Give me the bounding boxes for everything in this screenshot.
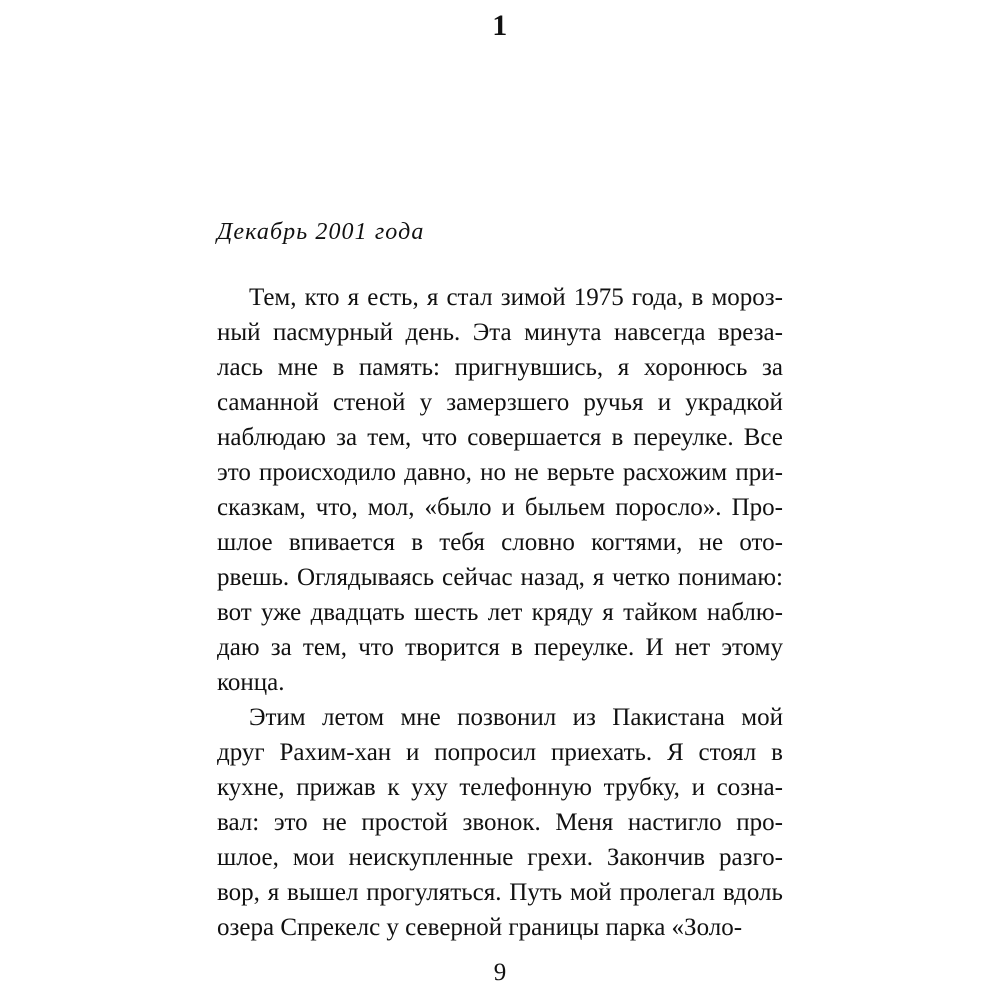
text-word: тем, bbox=[367, 424, 412, 451]
text-word: вот bbox=[217, 599, 252, 626]
text-word: есть, bbox=[367, 284, 419, 311]
text-word: совершается bbox=[467, 424, 602, 451]
text-word: разго- bbox=[719, 844, 783, 871]
text-word: навсегда bbox=[613, 319, 706, 346]
text-word: при- bbox=[735, 459, 783, 486]
text-word: шлое bbox=[217, 529, 273, 556]
date-line: Декабрь 2001 года bbox=[217, 219, 425, 245]
text-word: я bbox=[592, 564, 605, 591]
text-line bbox=[217, 770, 783, 805]
text-word: в bbox=[611, 424, 624, 451]
text-word: но bbox=[480, 459, 507, 486]
text-word: Тем, bbox=[249, 284, 297, 311]
text-word: кто bbox=[304, 284, 340, 311]
text-word: рвешь. bbox=[217, 564, 290, 591]
text-word: друг bbox=[217, 739, 265, 766]
text-line bbox=[217, 350, 783, 385]
text-word: давно, bbox=[404, 459, 472, 486]
text-word: что bbox=[421, 424, 458, 451]
text-word: летом bbox=[322, 704, 385, 731]
text-word: наблюдаю bbox=[217, 424, 326, 451]
text-word: впивается bbox=[288, 529, 395, 556]
text-word: и bbox=[691, 774, 705, 801]
text-word: я bbox=[617, 354, 630, 381]
text-word: не bbox=[322, 809, 347, 836]
text-word: тем, bbox=[302, 634, 347, 661]
text-word: происходило bbox=[259, 459, 396, 486]
text-word: позвонил bbox=[457, 704, 557, 731]
text-word: прогуляться. bbox=[366, 879, 502, 906]
text-word: «было bbox=[424, 494, 492, 521]
text-word: я bbox=[347, 284, 360, 311]
text-word: за bbox=[270, 634, 292, 661]
text-word: мне bbox=[400, 704, 441, 731]
body-text bbox=[217, 280, 783, 945]
text-line bbox=[217, 525, 783, 560]
text-word: попросил bbox=[434, 739, 537, 766]
text-line bbox=[217, 735, 783, 770]
text-word: лет bbox=[487, 599, 523, 626]
text-word: в bbox=[411, 529, 424, 556]
text-word: мой bbox=[569, 879, 612, 906]
text-word: это bbox=[217, 459, 251, 486]
text-word: не bbox=[514, 459, 539, 486]
text-word: мороз- bbox=[711, 284, 783, 311]
text-word: наблю- bbox=[706, 599, 783, 626]
text-word: у bbox=[419, 389, 433, 416]
text-word: кухне, bbox=[217, 774, 285, 801]
text-word: вышел bbox=[287, 879, 359, 906]
text-word: Закончив bbox=[606, 844, 706, 871]
text-word: Эта bbox=[472, 319, 512, 346]
text-line bbox=[217, 280, 783, 315]
text-line bbox=[217, 420, 783, 455]
text-word: мол, bbox=[367, 494, 415, 521]
text-word: приехать. bbox=[550, 739, 653, 766]
text-word: нет bbox=[674, 634, 711, 661]
chapter-number: 1 bbox=[492, 9, 508, 42]
text-word: саманной bbox=[217, 389, 319, 416]
text-word: тебя bbox=[439, 529, 485, 556]
text-line bbox=[217, 455, 783, 490]
text-word: украдкой bbox=[685, 389, 783, 416]
text-word: уху bbox=[411, 774, 448, 801]
text-word: настигло bbox=[627, 809, 722, 836]
text-word: и bbox=[501, 494, 515, 521]
text-word: назад, bbox=[520, 564, 585, 591]
text-line bbox=[217, 805, 783, 840]
text-word: прижав bbox=[296, 774, 376, 801]
text-word: И bbox=[645, 634, 664, 661]
text-word: вал: bbox=[217, 809, 260, 836]
text-word: что bbox=[358, 634, 394, 661]
text-word: я bbox=[426, 284, 439, 311]
text-word: творится bbox=[405, 634, 500, 661]
text-word: мне bbox=[277, 354, 318, 381]
text-word: вдоль bbox=[722, 879, 783, 906]
text-word: не bbox=[698, 529, 724, 556]
text-word: зимой bbox=[500, 284, 566, 311]
text-word: в bbox=[332, 354, 345, 381]
text-word: быльем bbox=[524, 494, 606, 521]
page-number: 9 bbox=[493, 959, 507, 986]
text-word: лась bbox=[217, 354, 264, 381]
text-word: ный bbox=[217, 319, 261, 346]
text-word: неискупленные bbox=[348, 844, 514, 871]
text-word: ручья bbox=[583, 389, 644, 416]
text-word: созна- bbox=[716, 774, 783, 801]
text-word: хоронюсь bbox=[643, 354, 748, 381]
text-word: уже bbox=[261, 599, 302, 626]
text-word: пасмурный bbox=[273, 319, 393, 346]
text-word: когтями, bbox=[591, 529, 683, 556]
text-word: я bbox=[602, 599, 614, 626]
text-word: замерзшего bbox=[446, 389, 570, 416]
text-word: Все bbox=[743, 424, 783, 451]
text-line bbox=[217, 875, 783, 910]
text-line bbox=[217, 385, 783, 420]
text-word: словно bbox=[501, 529, 575, 556]
text-word: трубку, bbox=[603, 774, 680, 801]
text-word: про- bbox=[736, 809, 783, 836]
text-word: день. bbox=[405, 319, 461, 346]
text-word: и bbox=[657, 389, 672, 416]
text-line bbox=[217, 840, 783, 875]
text-word: четко bbox=[612, 564, 671, 591]
text-word: Рахим-хан bbox=[279, 739, 392, 766]
text-word: мои bbox=[292, 844, 335, 871]
text-word: кряду bbox=[531, 599, 593, 626]
text-word: память: bbox=[358, 354, 440, 381]
text-word: тайком bbox=[623, 599, 698, 626]
text-word: 1975 bbox=[573, 284, 624, 311]
text-line bbox=[217, 490, 783, 525]
text-line: озера Спрекелс у северной границы парка «Золо- bbox=[217, 914, 743, 941]
text-word: Я bbox=[667, 739, 684, 766]
text-word: Этим bbox=[249, 704, 306, 731]
text-word: стал bbox=[446, 284, 493, 311]
text-line: конца. bbox=[217, 669, 285, 696]
text-word: пролегал bbox=[619, 879, 716, 906]
text-word: года, bbox=[631, 284, 684, 311]
text-line bbox=[217, 700, 783, 735]
text-word: шесть bbox=[414, 599, 479, 626]
text-word: звонок. bbox=[462, 809, 541, 836]
text-word: в bbox=[691, 284, 704, 311]
text-word: и bbox=[406, 739, 420, 766]
text-word: вреза- bbox=[717, 319, 783, 346]
text-line bbox=[217, 560, 783, 595]
text-word: сейчас bbox=[441, 564, 513, 591]
text-word: в bbox=[511, 634, 523, 661]
text-word: в bbox=[771, 739, 783, 766]
text-line bbox=[217, 315, 783, 350]
text-word: что, bbox=[315, 494, 358, 521]
text-word: сказкам, bbox=[217, 494, 306, 521]
text-word: грехи. bbox=[527, 844, 593, 871]
text-word: даю bbox=[217, 634, 260, 661]
text-word: понимаю: bbox=[677, 564, 783, 591]
text-word: к bbox=[387, 774, 400, 801]
text-word: стоял bbox=[698, 739, 757, 766]
text-line bbox=[217, 595, 783, 630]
text-word: Путь bbox=[509, 879, 563, 906]
text-word: мой bbox=[741, 704, 783, 731]
text-word: ото- bbox=[739, 529, 783, 556]
text-word: простой bbox=[361, 809, 448, 836]
text-word: Пакистана bbox=[612, 704, 725, 731]
text-word: верьте bbox=[546, 459, 615, 486]
text-word: двадцать bbox=[310, 599, 405, 626]
text-word: это bbox=[273, 809, 308, 836]
text-word: минута bbox=[524, 319, 602, 346]
text-word: вор, bbox=[217, 879, 260, 906]
text-word: за bbox=[762, 354, 783, 381]
text-word: я bbox=[267, 879, 280, 906]
text-word: из bbox=[572, 704, 596, 731]
text-word: Про- bbox=[731, 494, 783, 521]
text-word: Оглядываясь bbox=[297, 564, 435, 591]
text-word: пригнувшись, bbox=[454, 354, 604, 381]
text-word: этому bbox=[721, 634, 783, 661]
text-word: Меня bbox=[555, 809, 614, 836]
text-word: расхожим bbox=[622, 459, 728, 486]
text-word: поросло». bbox=[615, 494, 722, 521]
text-line bbox=[217, 630, 783, 665]
text-word: телефонную bbox=[459, 774, 592, 801]
text-word: шлое, bbox=[217, 844, 279, 871]
text-word: переулке. bbox=[534, 634, 635, 661]
text-word: стеной bbox=[333, 389, 406, 416]
text-word: за bbox=[336, 424, 358, 451]
text-word: переулке. bbox=[633, 424, 734, 451]
